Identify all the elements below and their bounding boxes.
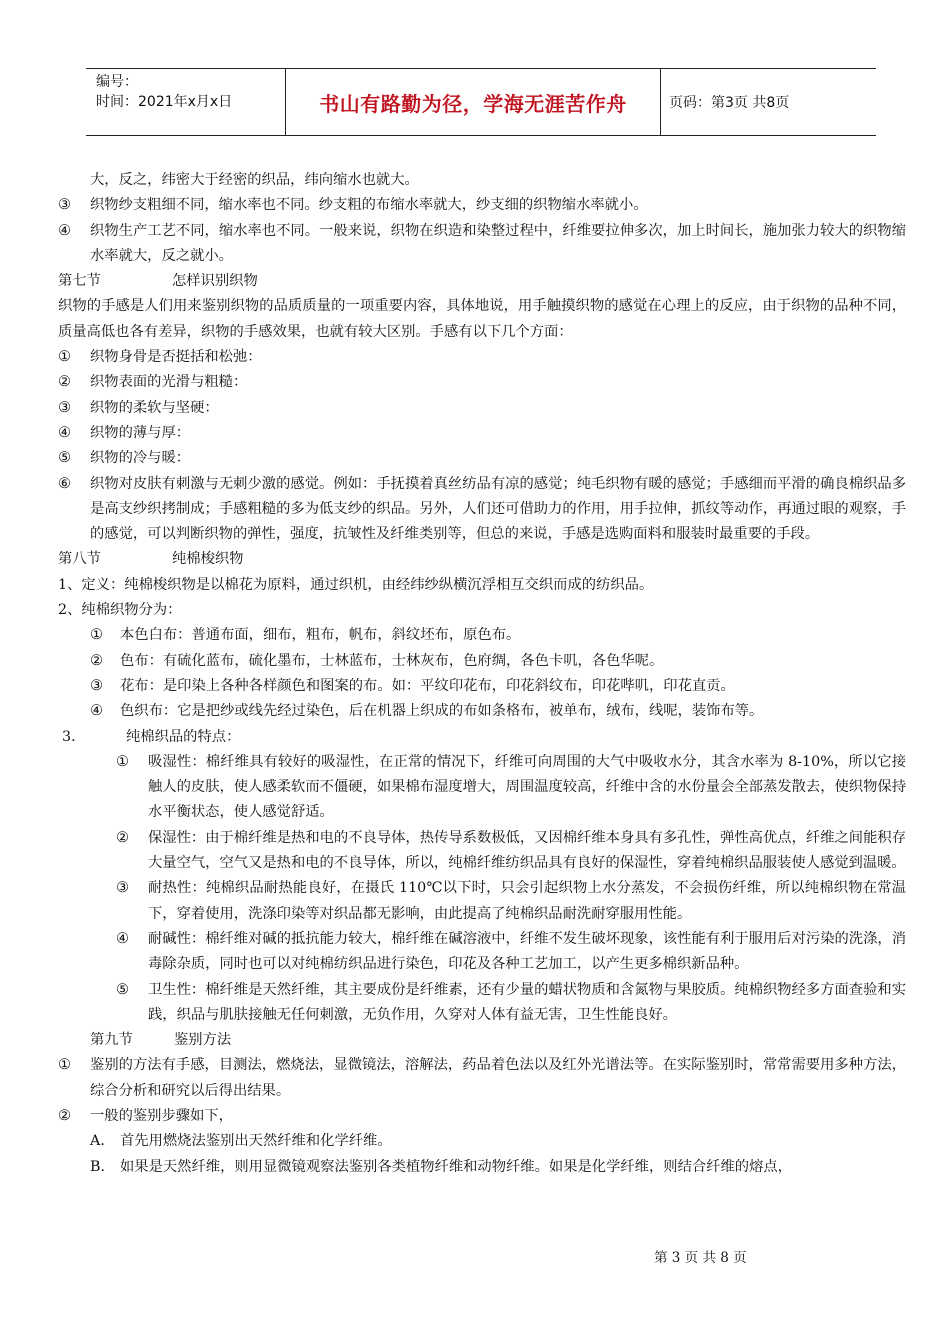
- list-text: 花布：是印染上各种各样颜色和图案的布。如：平纹印花布，印花斜纹布，印花哔叽，印花直贡。: [120, 677, 735, 694]
- section-number: 第九节: [90, 1032, 133, 1049]
- list-marker: ④: [90, 703, 103, 720]
- list-item: [58, 1104, 906, 1129]
- list-item: [58, 927, 906, 978]
- list-item: [58, 396, 906, 421]
- list-text: 一般的鉴别步骤如下，: [90, 1107, 233, 1124]
- list-marker: ⑥: [58, 475, 71, 492]
- list-marker: ①: [90, 627, 103, 644]
- list-text: 首先用燃烧法鉴别出天然纤维和化学纤维。: [120, 1133, 392, 1150]
- list-marker: ①: [58, 349, 71, 366]
- list-marker: ①: [116, 753, 129, 770]
- list-text: 织物生产工艺不同，缩水率也不同。一般来说，织物在织造和染整过程中，纤维要拉伸多次，加上时间长，施加张力较大的织物缩水率就大，反之就小。: [90, 222, 906, 264]
- list-text: 织物对皮肤有刺激与无刺少激的感觉。例如：手抚摸着真丝纺品有凉的感觉；纯毛织物有暖的感觉；手感细而平滑的确良棉织品多是高支纱织拷制成；手感粗糙的多为低支纱的织品。另外，人们还可借助力的作用，用手拉伸，抓纹等动作，再通过眼的观察，手的感觉，可以判断织物的弹性，强度，抗皱性及纤维类别等，但总的来说，手感是选购面料和服装时最重要的手段。: [90, 475, 906, 543]
- list-marker: ③: [58, 197, 71, 214]
- section-number: 第八节: [58, 551, 101, 568]
- list-text: 色织布：它是把纱或线先经过染色，后在机器上织成的布如条格布，被单布，绒布，线呢，装饰布等。: [120, 703, 764, 720]
- number-label: 编号：: [96, 74, 138, 90]
- subsection-title: 纯棉织品的特点：: [126, 728, 241, 745]
- list-item: [58, 1053, 906, 1104]
- list-item: [58, 1129, 906, 1154]
- list-marker: B．: [90, 1158, 115, 1175]
- list-text: 织物纱支粗细不同，缩水率也不同。纱支粗的布缩水率就大，纱支细的织物缩水率就小。: [90, 197, 648, 214]
- header-meta-cell: [86, 69, 286, 135]
- list-item: [58, 219, 906, 270]
- list-marker: ③: [58, 399, 71, 416]
- list-text: 耐碱性：棉纤维对碱的抵抗能力较大，棉纤维在碱溶液中，纤维不发生破坏现象，该性能有利于服用后对污染的洗涤，消毒除杂质，同时也可以对纯棉纺织品进行染色，印花及各种工艺加工，以产生更多棉织新品种。: [148, 930, 906, 973]
- section-number: 第七节: [58, 273, 101, 290]
- time-label: 时间：2021年x月x日: [96, 94, 233, 110]
- list-text: 卫生性：棉纤维是天然纤维，其主要成份是纤维素，还有少量的蜡状物质和含氮物与果胶质。纯棉织物经多方面查验和实践，织品与肌肤接触无任何刺激，无负作用，久穿对人体有益无害，卫生性能良好。: [148, 981, 906, 1023]
- paragraph: 2、纯棉织物分为：: [58, 602, 182, 619]
- header-table: [86, 68, 876, 136]
- list-item: [58, 1155, 906, 1180]
- section-heading-9: [58, 1028, 906, 1053]
- subsection-number: 3．: [62, 728, 86, 745]
- list-item: [58, 472, 906, 548]
- document-body: [58, 168, 906, 1180]
- paragraph: 大，反之，纬密大于经密的织品，纬向缩水也就大。: [90, 172, 419, 188]
- subsection-heading: [58, 725, 906, 750]
- list-item: [58, 826, 906, 877]
- page-footer: 第 3 页 共 8 页: [654, 1250, 747, 1266]
- list-item: [58, 446, 906, 471]
- list-marker: ⑤: [58, 450, 71, 467]
- list-item: [58, 193, 906, 218]
- list-marker: ①: [58, 1057, 71, 1074]
- list-marker: ④: [116, 930, 129, 947]
- list-text: 织物的柔软与坚硬：: [90, 399, 219, 416]
- section-heading-7: [58, 269, 906, 294]
- list-marker: ③: [116, 880, 129, 897]
- section-title: 怎样识别织物: [172, 273, 258, 290]
- section-title: 鉴别方法: [174, 1032, 232, 1049]
- list-marker: ③: [90, 677, 103, 694]
- list-text: 织物的薄与厚：: [90, 424, 191, 441]
- list-item: [58, 674, 906, 699]
- section-heading-8: [58, 547, 906, 572]
- list-text: 保湿性：由于棉纤维是热和电的不良导体，热传导系数极低，又因棉纤维本身具有多孔性，弹性高优点，纤维之间能积存大量空气，空气又是热和电的不良导体，所以，纯棉纤维纺织品具有良好的保湿性，穿着纯棉织品服装使人感觉到温暖。: [148, 829, 906, 872]
- list-item: [58, 699, 906, 724]
- header-motto: 书山有路勤为径，学海无涯苦作舟: [286, 69, 661, 135]
- list-marker: ④: [58, 222, 71, 239]
- list-marker: ②: [90, 652, 103, 669]
- header-page-info: 页码：第3页 共8页: [669, 95, 790, 111]
- list-item: [58, 421, 906, 446]
- list-text: 吸湿性：棉纤维具有较好的吸湿性，在正常的情况下，纤维可向周围的大气中吸收水分，其含水率为 8-10%，所以它接触人的皮肤，使人感柔软而不僵硬，如果棉布湿度增大，周围温度较高，纤维中含的水份量会全部蒸发散去，使织物保持水平衡状态，使人感觉舒适。: [148, 753, 906, 821]
- list-item: [58, 876, 906, 927]
- list-text: 织物表面的光滑与粗糙：: [90, 374, 248, 391]
- paragraph: 1、定义：纯棉梭织物是以棉花为原料，通过织机，由经纬纱纵横沉浮相互交织而成的纺织品。: [58, 576, 654, 593]
- list-text: 织物身骨是否挺括和松弛：: [90, 349, 262, 366]
- list-text: 鉴别的方法有手感，目测法，燃烧法，显微镜法，溶解法，药品着色法以及红外光谱法等。在实际鉴别时，常常需要用多种方法，综合分析和研究以后得出结果。: [90, 1057, 906, 1099]
- list-text: 织物的冷与暖：: [90, 450, 191, 467]
- list-item: [58, 649, 906, 674]
- list-marker: ②: [58, 374, 71, 391]
- list-marker: ②: [58, 1107, 71, 1124]
- list-text: 耐热性：纯棉织品耐热能良好，在摄氏 110℃以下时，只会引起织物上水分蒸发，不会损伤纤维，所以纯棉织物在常温下，穿着使用，洗涤印染等对织品都无影响，由此提高了纯棉织品耐洗耐穿服用性能。: [148, 880, 906, 922]
- list-marker: ④: [58, 424, 71, 441]
- list-item: [58, 345, 906, 370]
- list-marker: ⑤: [116, 981, 129, 998]
- list-text: 色布：有硫化蓝布，硫化墨布，士林蓝布，士林灰布，色府绸，各色卡叽，各色华呢。: [120, 652, 664, 669]
- paragraph: 织物的手感是人们用来鉴别织物的品质质量的一项重要内容，具体地说，用手触摸织物的感觉在心理上的反应，由于织物的品种不同，质量高低也各有差异，织物的手感效果，也就有较大区别。手感有以下几个方面：: [58, 298, 906, 340]
- list-item: [58, 750, 906, 826]
- list-item: [58, 370, 906, 395]
- section-title: 纯棉梭织物: [172, 551, 244, 568]
- list-marker: A．: [90, 1133, 115, 1150]
- list-text: 如果是天然纤维，则用显微镜观察法鉴别各类植物纤维和动物纤维。如果是化学纤维，则结合纤维的熔点，: [120, 1158, 792, 1175]
- list-text: 本色白布：普通布面，细布，粗布，帆布，斜纹坯布，原色布。: [120, 627, 521, 644]
- list-marker: ②: [116, 829, 129, 846]
- list-item: [58, 623, 906, 648]
- list-item: [58, 978, 906, 1029]
